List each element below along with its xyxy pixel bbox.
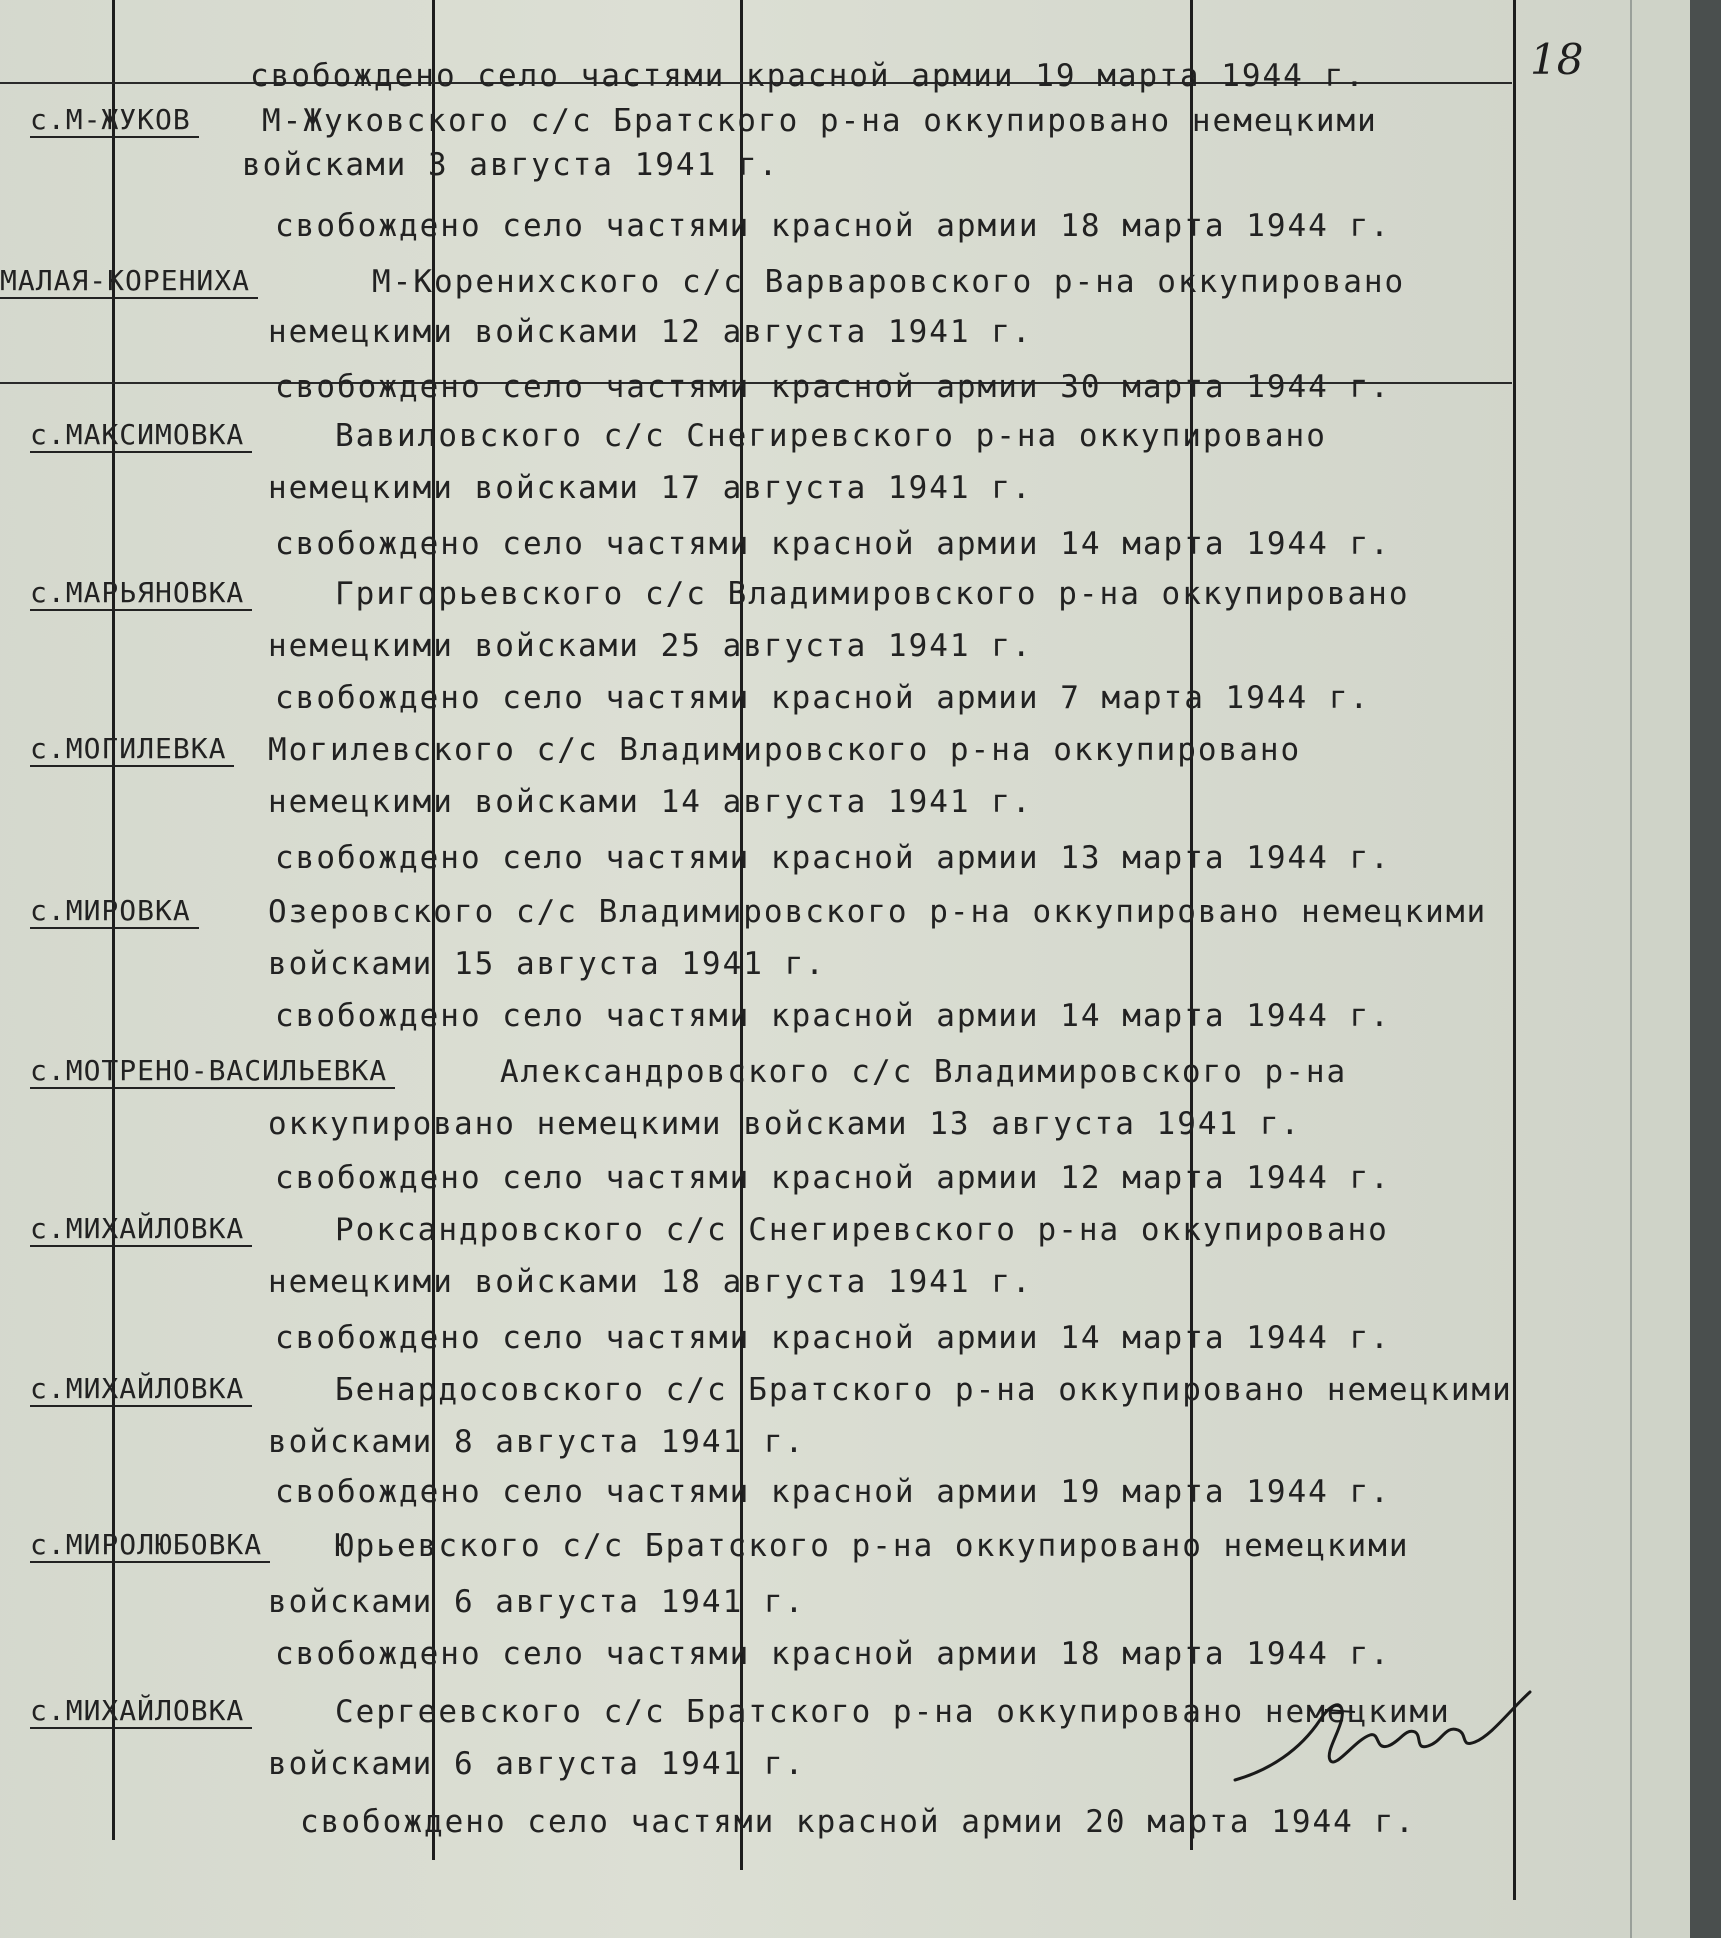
occupation-line: Бенардосовского с/с Братского р-на оккупировано немецкими — [335, 1372, 1513, 1408]
village-name: с.М-ЖУКОВ — [30, 103, 199, 138]
occupation-line: Озеровского с/с Владимировского р-на оккупировано немецкими — [268, 894, 1488, 930]
underlying-page-edge — [1630, 0, 1692, 1938]
village-name: с.МАРЬЯНОВКА — [30, 576, 252, 611]
occupation-line: Юрьевского с/с Братского р-на оккупировано немецкими — [335, 1528, 1410, 1564]
liberation-line: свобождено село частями красной армии 18 марта 1944 г. — [275, 1636, 1391, 1672]
village-name: МАЛАЯ-КОРЕНИХА — [0, 264, 258, 299]
village-name: с.МИРОВКА — [30, 894, 199, 929]
occupation-line: Могилевского с/с Владимировского р-на оккупировано — [268, 732, 1302, 768]
village-name: с.МИРОЛЮБОВКА — [30, 1528, 270, 1563]
occupation-line: Александровского с/с Владимировского р-на — [500, 1054, 1348, 1090]
signature — [1230, 1680, 1550, 1790]
occupation-line: войсками 3 августа 1941 г. — [242, 147, 780, 183]
occupation-line: войсками 6 августа 1941 г. — [268, 1746, 806, 1782]
occupation-line: войсками 6 августа 1941 г. — [268, 1584, 806, 1620]
village-name: с.МИХАЙЛОВКА — [30, 1212, 252, 1247]
occupation-line: М-Корениxского с/с Варваровского р-на оккупировано — [372, 264, 1406, 300]
occupation-line: оккупировано немецкими войсками 13 августа 1941 г. — [268, 1106, 1302, 1142]
occupation-line: Григорьевского с/с Владимировского р-на оккупировано — [335, 576, 1410, 612]
liberation-line: свобождено село частями красной армии 7 марта 1944 г. — [275, 680, 1371, 716]
liberation-line: свобождено село частями красной армии 13 марта 1944 г. — [275, 840, 1391, 876]
occupation-line: немецкими войсками 18 августа 1941 г. — [268, 1264, 1033, 1300]
occupation-line: войсками 15 августа 1941 г. — [268, 946, 826, 982]
liberation-line: свобождено село частями красной армии 19 марта 1944 г. — [275, 1474, 1391, 1510]
liberation-line: свобождено село частями красной армии 12 марта 1944 г. — [275, 1160, 1391, 1196]
occupation-line: немецкими войсками 25 августа 1941 г. — [268, 628, 1033, 664]
occupation-line: Вавиловского с/с Снегиревского р-на оккупировано — [335, 418, 1327, 454]
occupation-line: немецкими войсками 12 августа 1941 г. — [268, 314, 1033, 350]
occupation-line: Роксандровского с/с Снегиревского р-на оккупировано — [335, 1212, 1389, 1248]
village-name: с.МИХАЙЛОВКА — [30, 1372, 252, 1407]
page-number: 18 — [1530, 35, 1584, 84]
village-name: с.МАКСИМОВКА — [30, 418, 252, 453]
village-name: с.МИХАЙЛОВКА — [30, 1694, 252, 1729]
liberation-line: свобождено село частями красной армии 18 марта 1944 г. — [275, 208, 1391, 244]
occupation-line: Сергеевского с/с Братского р-на оккупировано немецкими — [335, 1694, 1451, 1730]
village-name: с.МОТРЕНО-ВАСИЛЬЕВКА — [30, 1054, 395, 1089]
liberation-line: свобождено село частями красной армии 14 марта 1944 г. — [275, 526, 1391, 562]
occupation-line: немецкими войсками 17 августа 1941 г. — [268, 470, 1033, 506]
village-name: с.МОГИЛЕВКА — [30, 732, 234, 767]
column-rule — [1513, 0, 1516, 1900]
liberation-line: свобождено село частями красной армии 14 марта 1944 г. — [275, 1320, 1391, 1356]
liberation-line: свобождено село частями красной армии 30 марта 1944 г. — [275, 369, 1391, 405]
liberation-line: свобождено село частями красной армии 14 марта 1944 г. — [275, 998, 1391, 1034]
liberation-line: свобождено село частями красной армии 20 марта 1944 г. — [300, 1804, 1416, 1840]
occupation-line: М-Жуковского с/с Братского р-на оккупировано немецкими — [262, 103, 1378, 139]
background-surface — [1690, 0, 1721, 1938]
occupation-line: войсками 8 августа 1941 г. — [268, 1424, 806, 1460]
liberation-line-top: свобождено село частями красной армии 19 марта 1944 г. — [250, 58, 1366, 94]
occupation-line: немецкими войсками 14 августа 1941 г. — [268, 784, 1033, 820]
